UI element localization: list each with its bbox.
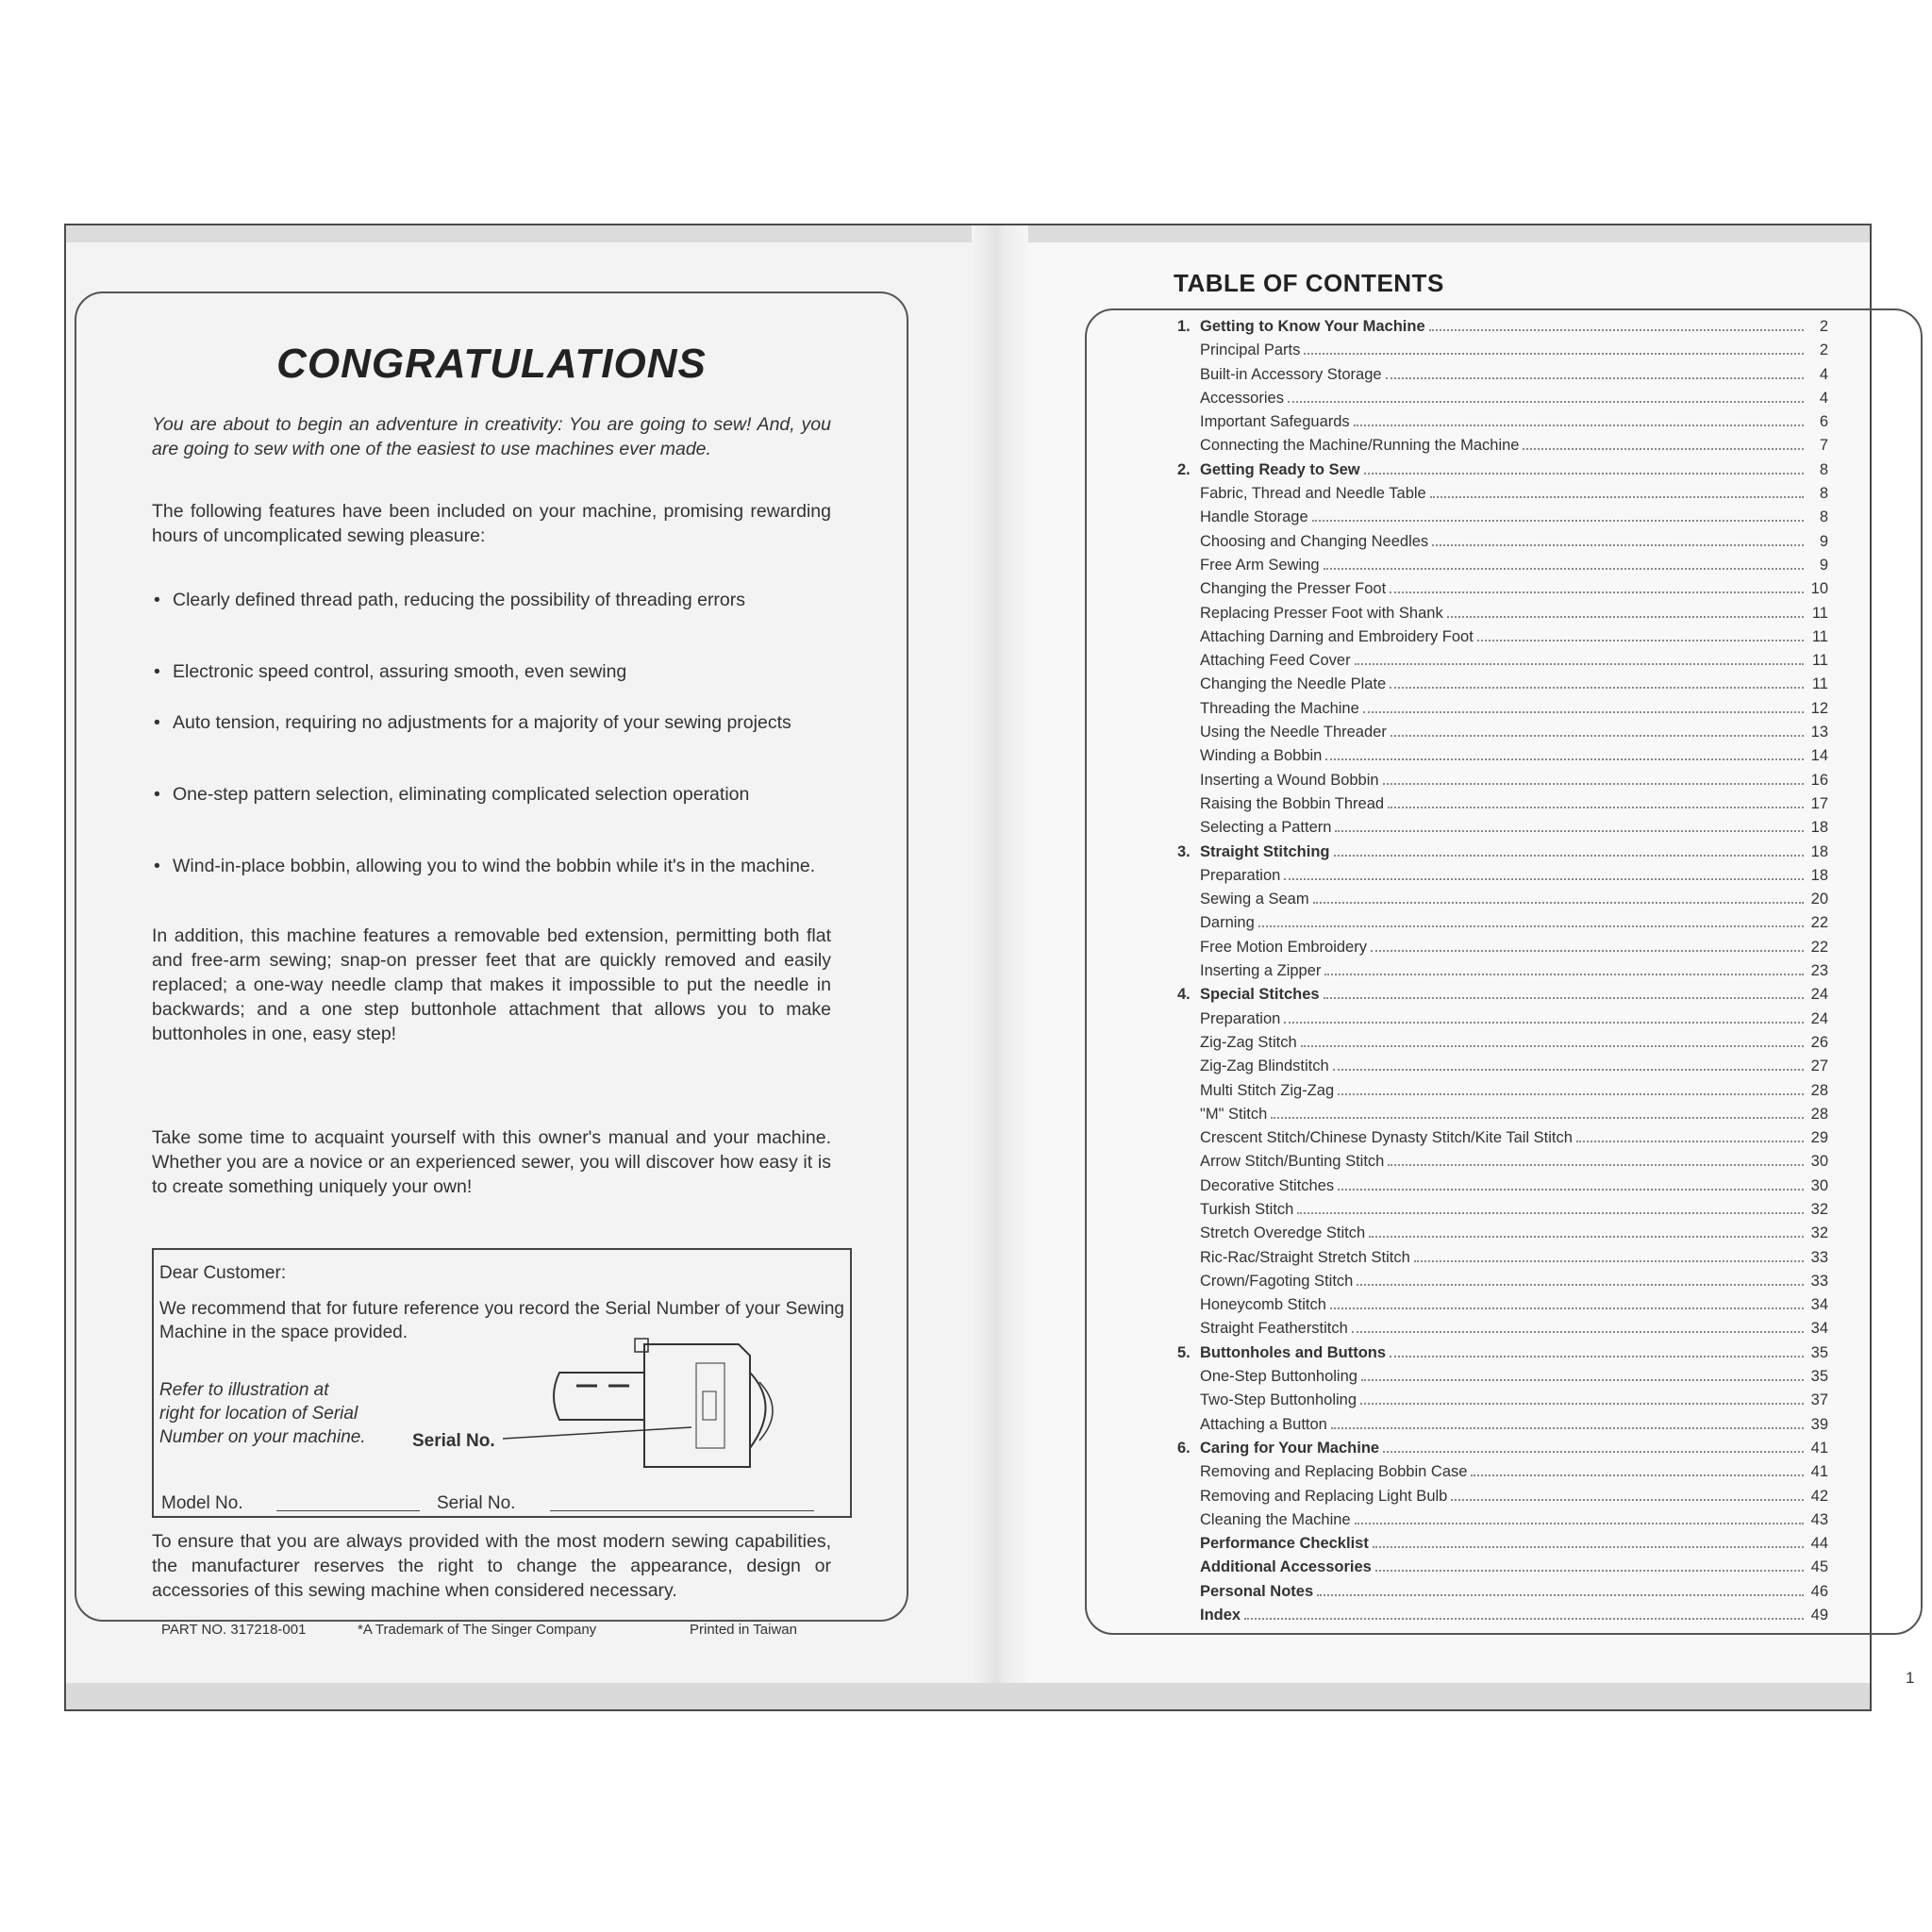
printed-in: Printed in Taiwan: [690, 1622, 797, 1638]
toc-dot-leader: [1258, 925, 1804, 927]
toc-entry-label: Index: [1200, 1607, 1241, 1624]
toc-dot-leader: [1335, 830, 1804, 832]
toc-entry-label: Changing the Presser Foot: [1200, 580, 1387, 598]
toc-dot-leader: [1432, 544, 1804, 546]
toc-entry-label: "M" Stitch: [1200, 1105, 1268, 1123]
toc-dot-leader: [1271, 1117, 1804, 1119]
toc-dot-leader: [1354, 425, 1804, 426]
toc-entry-row: [1177, 557, 1828, 580]
toc-dot-leader: [1338, 1189, 1804, 1191]
toc-entry-label: Ric-Rac/Straight Stretch Stitch: [1200, 1248, 1410, 1266]
toc-entry-row: [1177, 1463, 1828, 1487]
toc-entry-label: Fabric, Thread and Needle Table: [1200, 485, 1426, 503]
toc-entry-label: Decorative Stitches: [1200, 1176, 1335, 1194]
bullet-dot: •: [154, 712, 160, 733]
feature-text: Electronic speed control, assuring smooth, even sewing: [173, 661, 627, 682]
toc-entry-row: [1177, 795, 1828, 819]
toc-entry-label: Attaching Feed Cover: [1200, 652, 1351, 670]
bullet-dot: •: [154, 784, 160, 805]
toc-section-row: [1177, 1440, 1828, 1463]
toc-dot-leader: [1371, 950, 1804, 952]
toc-page-number: 46: [1810, 1582, 1828, 1600]
toc-dot-leader: [1388, 1164, 1804, 1166]
toc-entry-row: [1177, 1583, 1828, 1607]
toc-entry-row: [1177, 628, 1828, 652]
toc-dot-leader: [1324, 568, 1804, 570]
intro-paragraph: You are about to begin an adventure in creativity: You are going to sew! And, you are going to sew with one of the easiest to use machines ever made.: [152, 414, 831, 459]
toc-entry-row: [1177, 819, 1828, 842]
toc-page-number: 17: [1810, 794, 1828, 812]
toc-page-number: 10: [1810, 580, 1828, 598]
feature-text: Auto tension, requiring no adjustments for a majority of your sewing projects: [173, 712, 791, 733]
toc-page-number: 8: [1819, 460, 1828, 478]
manual-spread: [64, 224, 1915, 1711]
toc-entry-row: [1177, 1488, 1828, 1511]
toc-dot-leader: [1383, 1451, 1804, 1453]
toc-page-number: 11: [1811, 652, 1828, 670]
toc-list: [1177, 318, 1828, 1630]
toc-dot-leader: [1355, 663, 1804, 665]
toc-entry-row: [1177, 675, 1828, 699]
toc-entry-label: Preparation: [1200, 1009, 1281, 1027]
note-refer-text: Refer to illustration at right for location of Serial Number on your machine.: [159, 1380, 366, 1447]
toc-page-number: 13: [1810, 724, 1828, 741]
note-greeting: Dear Customer:: [159, 1263, 287, 1283]
bottom-scan-edge: [66, 1683, 1870, 1709]
toc-dot-leader: [1369, 1236, 1804, 1238]
toc-entry-label: Turkish Stitch: [1200, 1200, 1294, 1218]
bullet-dot: •: [154, 856, 160, 876]
toc-entry-row: [1177, 605, 1828, 628]
toc-dot-leader: [1430, 496, 1804, 498]
toc-panel: [1085, 308, 1923, 1635]
feature-bullet: [152, 710, 831, 735]
toc-dot-leader: [1334, 855, 1805, 857]
toc-entry-label: One-Step Buttonholing: [1200, 1368, 1357, 1386]
toc-page-number: 18: [1810, 842, 1828, 860]
toc-dot-leader: [1364, 473, 1804, 475]
toc-entry-row: [1177, 652, 1828, 675]
model-number-blank: [276, 1510, 420, 1511]
toc-entry-label: Additional Accessories: [1200, 1558, 1372, 1576]
toc-page-number: 29: [1810, 1129, 1828, 1147]
toc-entry-row: [1177, 580, 1828, 604]
toc-entry-label: Threading the Machine: [1200, 699, 1359, 717]
toc-page-number: 34: [1810, 1320, 1828, 1338]
toc-entry-row: [1177, 1249, 1828, 1273]
toc-entry-label: Changing the Needle Plate: [1200, 675, 1387, 693]
toc-dot-leader: [1361, 1379, 1804, 1381]
toc-page-number: 22: [1810, 938, 1828, 956]
toc-page-number: 35: [1810, 1343, 1828, 1361]
toc-entry-row: [1177, 437, 1828, 460]
toc-entry-label: Getting Ready to Sew: [1200, 460, 1360, 478]
toc-entry-label: Using the Needle Threader: [1200, 724, 1387, 741]
right-page: [1028, 242, 1915, 1687]
toc-entry-row: [1177, 341, 1828, 365]
toc-page-number: 45: [1810, 1558, 1828, 1576]
toc-entry-label: Zig-Zag Stitch: [1200, 1033, 1297, 1051]
feature-bullet: [152, 588, 831, 612]
toc-entry-row: [1177, 1391, 1828, 1415]
toc-entry-label: Built-in Accessory Storage: [1200, 365, 1382, 383]
toc-entry-row: [1177, 914, 1828, 938]
toc-entry-label: Handle Storage: [1200, 508, 1308, 526]
toc-page-number: 8: [1819, 485, 1828, 503]
toc-entry-row: [1177, 1224, 1828, 1248]
toc-section-number: 4.: [1177, 986, 1191, 1004]
toc-page-number: 26: [1810, 1033, 1828, 1051]
toc-page-number: 33: [1810, 1248, 1828, 1266]
toc-entry-label: Zig-Zag Blindstitch: [1200, 1058, 1329, 1075]
toc-entry-label: Removing and Replacing Light Bulb: [1200, 1487, 1448, 1505]
toc-dot-leader: [1373, 1546, 1804, 1548]
toc-entry-label: Free Motion Embroidery: [1200, 938, 1367, 956]
toc-dot-leader: [1523, 448, 1804, 450]
toc-dot-leader: [1352, 1331, 1804, 1333]
toc-entry-row: [1177, 867, 1828, 891]
toc-page-number: 24: [1810, 1009, 1828, 1027]
congratulations-title: CONGRATULATIONS: [276, 341, 707, 387]
toc-entry-row: [1177, 1177, 1828, 1201]
toc-dot-leader: [1451, 1499, 1804, 1501]
toc-entry-row: [1177, 1320, 1828, 1343]
toc-entry-label: Personal Notes: [1200, 1582, 1314, 1600]
toc-page-number: 28: [1810, 1105, 1828, 1123]
toc-entry-label: Connecting the Machine/Running the Machine: [1200, 437, 1520, 455]
toc-entry-row: [1177, 1201, 1828, 1224]
toc-page-number: 34: [1810, 1296, 1828, 1314]
toc-entry-label: Inserting a Zipper: [1200, 962, 1322, 980]
feature-bullet: [152, 854, 831, 878]
toc-page-number: 18: [1810, 819, 1828, 837]
toc-entry-row: [1177, 1129, 1828, 1153]
feature-text: Clearly defined thread path, reducing the possibility of threading errors: [173, 590, 746, 610]
toc-entry-label: Free Arm Sewing: [1200, 556, 1320, 574]
toc-entry-row: [1177, 533, 1828, 557]
toc-entry-row: [1177, 413, 1828, 437]
toc-entry-row: [1177, 700, 1828, 724]
toc-section-row: [1177, 986, 1828, 1009]
bullet-dot: •: [154, 661, 160, 682]
toc-page-number: 33: [1810, 1272, 1828, 1290]
toc-page-number: 7: [1819, 437, 1828, 455]
toc-dot-leader: [1383, 783, 1804, 785]
toc-section-row: [1177, 461, 1828, 485]
toc-entry-label: Stretch Overedge Stitch: [1200, 1224, 1366, 1242]
toc-dot-leader: [1313, 902, 1804, 904]
serial-callout-line: [503, 1427, 691, 1439]
toc-entry-row: [1177, 1058, 1828, 1081]
toc-entry-label: Important Safeguards: [1200, 413, 1350, 431]
toc-page-number: 30: [1810, 1176, 1828, 1194]
ensure-paragraph: To ensure that you are always provided with the most modern sewing capabilities, the manufacturer reserves the right to change the appearance, design or accessories of this sewing machine when considered necessary.: [152, 1531, 831, 1601]
toc-entry-label: Buttonholes and Buttons: [1200, 1343, 1387, 1361]
toc-page-number: 11: [1811, 604, 1828, 622]
feature-text: Wind-in-place bobbin, allowing you to wind the bobbin while it's in the machine.: [173, 856, 816, 876]
toc-entry-label: Inserting a Wound Bobbin: [1200, 771, 1379, 789]
toc-page-number: 11: [1811, 675, 1828, 693]
toc-entry-row: [1177, 1273, 1828, 1296]
toc-entry-label: Removing and Replacing Bobbin Case: [1200, 1463, 1468, 1481]
in-addition-paragraph: In addition, this machine features a removable bed extension, permitting both flat and free-arm sewing; snap-on presser feet that are quickly removed and easily replaced; a one-way needle clamp that makes it impossible to put the needle in backwards; and a one step buttonhole attachment that allows you to make buttonholes in one, easy step!: [152, 925, 831, 1044]
toc-entry-label: Principal Parts: [1200, 341, 1301, 359]
toc-page-number: 37: [1810, 1391, 1828, 1409]
toc-entry-row: [1177, 1296, 1828, 1320]
toc-entry-row: [1177, 962, 1828, 986]
toc-dot-leader: [1477, 640, 1804, 641]
toc-entry-label: Selecting a Pattern: [1200, 819, 1332, 837]
toc-dot-leader: [1324, 997, 1804, 999]
toc-entry-label: Crescent Stitch/Chinese Dynasty Stitch/Kite Tail Stitch: [1200, 1129, 1573, 1147]
toc-section-number: 3.: [1177, 842, 1191, 860]
toc-entry-row: [1177, 1558, 1828, 1582]
toc-dot-leader: [1576, 1141, 1804, 1142]
toc-page-number: 42: [1810, 1487, 1828, 1505]
free-arm-outline: [554, 1373, 644, 1420]
toc-page-number: 22: [1810, 914, 1828, 932]
toc-dot-leader: [1471, 1474, 1804, 1476]
toc-dot-leader: [1338, 1093, 1804, 1095]
toc-dot-leader: [1429, 329, 1804, 331]
toc-section-number: 6.: [1177, 1439, 1191, 1457]
toc-page-number: 49: [1810, 1607, 1828, 1624]
toc-page-number: 6: [1819, 413, 1828, 431]
toc-dot-leader: [1390, 1356, 1804, 1357]
toc-entry-row: [1177, 508, 1828, 532]
toc-dot-leader: [1360, 1403, 1804, 1405]
toc-dot-leader: [1324, 974, 1804, 975]
toc-entry-label: Getting to Know Your Machine: [1200, 318, 1425, 335]
toc-page-number: 16: [1810, 771, 1828, 789]
toc-entry-label: Attaching a Button: [1200, 1415, 1327, 1433]
toc-dot-leader: [1312, 520, 1804, 522]
toc-section-number: 2.: [1177, 460, 1191, 478]
toc-dot-leader: [1333, 1069, 1804, 1071]
toc-page-number: 23: [1810, 962, 1828, 980]
toc-entry-label: Crown/Fagoting Stitch: [1200, 1272, 1354, 1290]
left-page: [66, 242, 972, 1687]
toc-entry-label: Straight Featherstitch: [1200, 1320, 1348, 1338]
toc-section-row: [1177, 843, 1828, 867]
toc-page-number: 4: [1819, 365, 1828, 383]
toc-dot-leader: [1284, 878, 1804, 880]
toc-entry-label: Winding a Bobbin: [1200, 747, 1323, 765]
toc-entry-label: Performance Checklist: [1200, 1535, 1369, 1553]
toc-dot-leader: [1297, 1212, 1804, 1214]
toc-page-number: 18: [1810, 866, 1828, 884]
toc-entry-label: Straight Stitching: [1200, 842, 1330, 860]
toc-dot-leader: [1355, 1523, 1804, 1524]
toc-page-number: 35: [1810, 1368, 1828, 1386]
toc-dot-leader: [1375, 1570, 1804, 1572]
toc-entry-row: [1177, 747, 1828, 771]
toc-page-number: 12: [1810, 699, 1828, 717]
toc-entry-label: Darning: [1200, 914, 1255, 932]
toc-dot-leader: [1244, 1618, 1804, 1620]
toc-page-number: 27: [1810, 1058, 1828, 1075]
toc-page-number: 24: [1810, 986, 1828, 1004]
toc-page-number: 28: [1810, 1081, 1828, 1099]
toc-dot-leader: [1386, 377, 1804, 379]
toc-page-number: 39: [1810, 1415, 1828, 1433]
toc-entry-label: Multi Stitch Zig-Zag: [1200, 1081, 1335, 1099]
toc-entry-row: [1177, 390, 1828, 413]
serial-plate: [703, 1391, 716, 1420]
toc-entry-label: Sewing a Seam: [1200, 891, 1309, 908]
page-number: 1: [1906, 1669, 1915, 1687]
toc-dot-leader: [1414, 1260, 1804, 1262]
toc-dot-leader: [1288, 401, 1804, 403]
toc-page-number: 9: [1819, 556, 1828, 574]
toc-entry-row: [1177, 1106, 1828, 1129]
toc-entry-row: [1177, 1153, 1828, 1176]
model-number-label: Model No.: [161, 1493, 243, 1513]
toc-dot-leader: [1317, 1594, 1804, 1596]
congratulations-panel: [75, 291, 908, 1638]
toc-dot-leader: [1331, 1427, 1804, 1429]
toc-entry-row: [1177, 1511, 1828, 1535]
toc-entry-row: [1177, 1416, 1828, 1440]
book-gutter: [972, 225, 1028, 1709]
feature-bullet: [152, 659, 831, 684]
top-scan-edge: [66, 225, 1870, 242]
toc-page-number: 32: [1810, 1224, 1828, 1242]
toc-entry-row: [1177, 1535, 1828, 1558]
toc-dot-leader: [1325, 758, 1804, 760]
toc-entry-label: Honeycomb Stitch: [1200, 1296, 1326, 1314]
toc-dot-leader: [1390, 687, 1804, 689]
toc-page-number: 8: [1819, 508, 1828, 526]
toc-dot-leader: [1284, 1022, 1804, 1024]
toc-entry-label: Attaching Darning and Embroidery Foot: [1200, 627, 1474, 645]
toc-entry-label: Choosing and Changing Needles: [1200, 532, 1429, 550]
features-intro-paragraph: The following features have been included on your machine, promising rewarding hours of uncomplicated sewing pleasure:: [152, 501, 831, 546]
toc-page-number: 30: [1810, 1153, 1828, 1171]
toc-page-number: 11: [1811, 627, 1828, 645]
note-recommendation: We recommend that for future reference you record the Serial Number of your Sewing Machine in the space provided.: [159, 1299, 844, 1342]
toc-entry-row: [1177, 891, 1828, 914]
toc-page-number: 14: [1810, 747, 1828, 765]
toc-dot-leader: [1391, 735, 1804, 737]
toc-page-number: 41: [1810, 1463, 1828, 1481]
serial-number-blank: [550, 1510, 814, 1511]
serial-number-label: Serial No.: [437, 1493, 516, 1513]
toc-title: TABLE OF CONTENTS: [1174, 269, 1444, 297]
toc-page-number: 2: [1819, 341, 1828, 359]
toc-entry-row: [1177, 1010, 1828, 1034]
toc-dot-leader: [1447, 616, 1804, 618]
toc-entry-label: Two-Step Buttonholing: [1200, 1391, 1357, 1409]
toc-entry-label: Accessories: [1200, 389, 1284, 407]
toc-page-number: 43: [1810, 1510, 1828, 1528]
toc-entry-row: [1177, 1082, 1828, 1106]
toc-page-number: 44: [1810, 1535, 1828, 1553]
toc-entry-label: Raising the Bobbin Thread: [1200, 794, 1385, 812]
toc-entry-label: Arrow Stitch/Bunting Stitch: [1200, 1153, 1385, 1171]
toc-entry-label: Replacing Presser Foot with Shank: [1200, 604, 1443, 622]
toc-entry-label: Cleaning the Machine: [1200, 1510, 1351, 1528]
toc-section-number: 5.: [1177, 1343, 1191, 1361]
toc-page-number: 4: [1819, 389, 1828, 407]
toc-entry-label: Special Stitches: [1200, 986, 1320, 1004]
toc-page-number: 2: [1819, 318, 1828, 335]
toc-entry-row: [1177, 1607, 1828, 1630]
toc-page-number: 20: [1810, 891, 1828, 908]
toc-page-number: 41: [1810, 1439, 1828, 1457]
serial-callout-label: Serial No.: [412, 1431, 495, 1451]
toc-dot-leader: [1304, 353, 1804, 355]
toc-entry-row: [1177, 939, 1828, 962]
toc-entry-label: Caring for Your Machine: [1200, 1439, 1380, 1457]
feature-bullet: [152, 782, 831, 807]
sewing-machine-illustration: [503, 1335, 786, 1476]
serial-record-box: [152, 1248, 852, 1518]
toc-entry-row: [1177, 724, 1828, 747]
toc-dot-leader: [1301, 1045, 1804, 1047]
trademark-note: *A Trademark of The Singer Company: [358, 1622, 597, 1638]
toc-dot-leader: [1388, 807, 1804, 808]
take-time-paragraph: Take some time to acquaint yourself with this owner's manual and your machine. Whether you are a novice or an experienced sewer, you will discover how easy it is to create something uniquely your own!: [152, 1127, 831, 1197]
toc-section-number: 1.: [1177, 318, 1191, 335]
toc-dot-leader: [1357, 1284, 1804, 1286]
toc-entry-row: [1177, 772, 1828, 795]
toc-page-number: 32: [1810, 1200, 1828, 1218]
toc-entry-label: Preparation: [1200, 866, 1281, 884]
toc-section-row: [1177, 1344, 1828, 1368]
feature-text: One-step pattern selection, eliminating complicated selection operation: [173, 784, 750, 805]
toc-dot-leader: [1330, 1307, 1804, 1309]
toc-section-row: [1177, 318, 1828, 341]
bullet-dot: •: [154, 590, 160, 610]
toc-entry-row: [1177, 1368, 1828, 1391]
toc-dot-leader: [1363, 711, 1804, 713]
part-number: PART NO. 317218-001: [161, 1622, 307, 1638]
toc-entry-row: [1177, 1034, 1828, 1058]
toc-page-number: 9: [1819, 532, 1828, 550]
toc-entry-row: [1177, 366, 1828, 390]
toc-entry-row: [1177, 485, 1828, 508]
toc-dot-leader: [1390, 591, 1804, 593]
